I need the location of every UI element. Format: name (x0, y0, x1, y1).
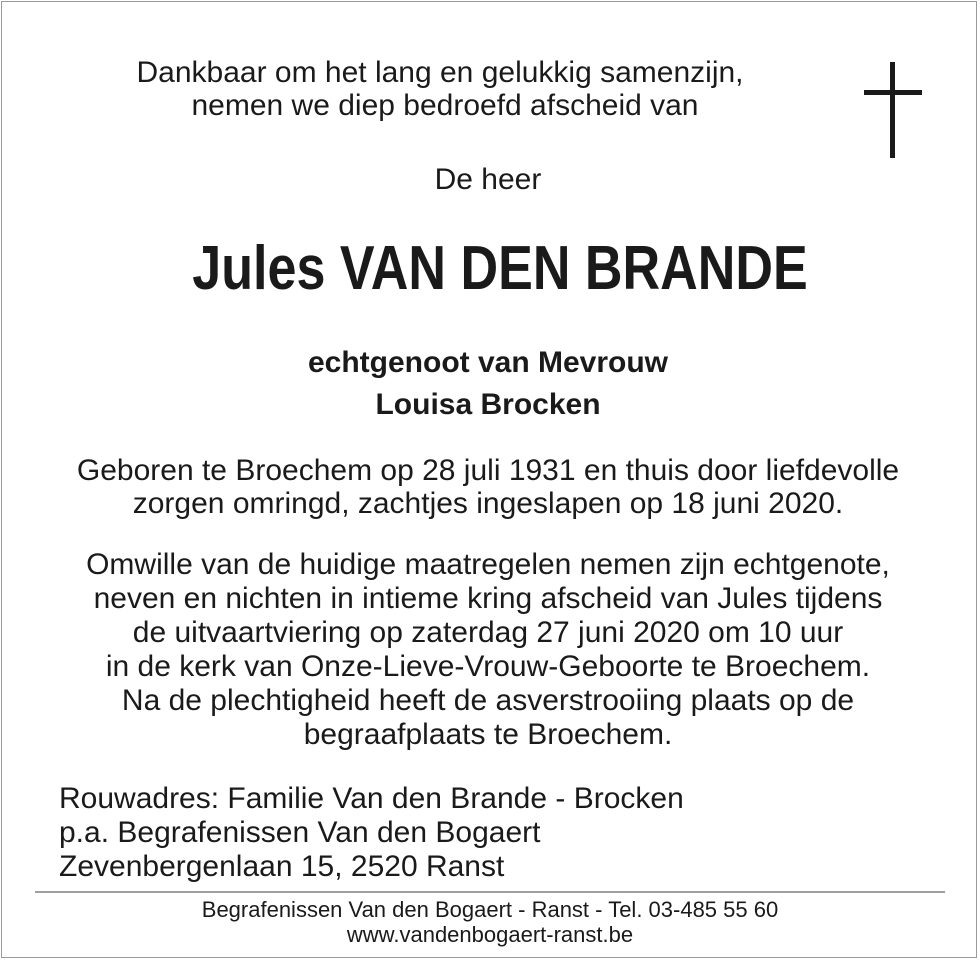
salutation: De heer (434, 163, 542, 196)
footer-divider (35, 891, 945, 893)
birth-death-line-2: zorgen omringd, zachtjes ingeslapen op 18 juni 2020. (132, 487, 844, 520)
birth-death-line-1: Geboren te Broechem op 28 juli 1931 en thuis door liefdevolle (76, 454, 900, 487)
ceremony-line: neven en nichten in intieme kring afscheid van Jules tijdens (93, 582, 883, 615)
spouse-line-1: echtgenoot van Mevrouw (307, 346, 669, 379)
ceremony-line: Na de plechtigheid heeft de asverstrooiing plaats op de (121, 684, 855, 717)
footer-website-link[interactable]: www.vandenbogaert-ranst.be (346, 922, 634, 947)
ceremony-line: de uitvaartviering op zaterdag 27 juni 2020 om 10 uur (132, 616, 844, 649)
intro-line-2: nemen we diep bedroefd afscheid van (191, 89, 699, 122)
mourning-address-line: Rouwadres: Familie Van den Brande - Brocken (59, 782, 684, 815)
ceremony-line: begraafplaats te Broechem. (303, 718, 673, 751)
mourning-address-line: Zevenbergenlaan 15, 2520 Ranst (59, 850, 505, 883)
ceremony-line: Omwille van de huidige maatregelen nemen zijn echtgenote, (86, 548, 890, 581)
mourning-address-line: p.a. Begrafenissen Van den Bogaert (59, 816, 541, 849)
spouse-line-2: Louisa Brocken (375, 388, 601, 421)
ceremony-line: in de kerk van Onze-Lieve-Vrouw-Geboorte te Broechem. (105, 650, 871, 683)
footer-company: Begrafenissen Van den Bogaert - Ranst - Tel. 03-485 55 60 (201, 897, 779, 922)
deceased-name: Jules VAN DEN BRANDE (192, 234, 808, 303)
intro-line-1: Dankbaar om het lang en gelukkig samenzijn, (136, 56, 744, 89)
